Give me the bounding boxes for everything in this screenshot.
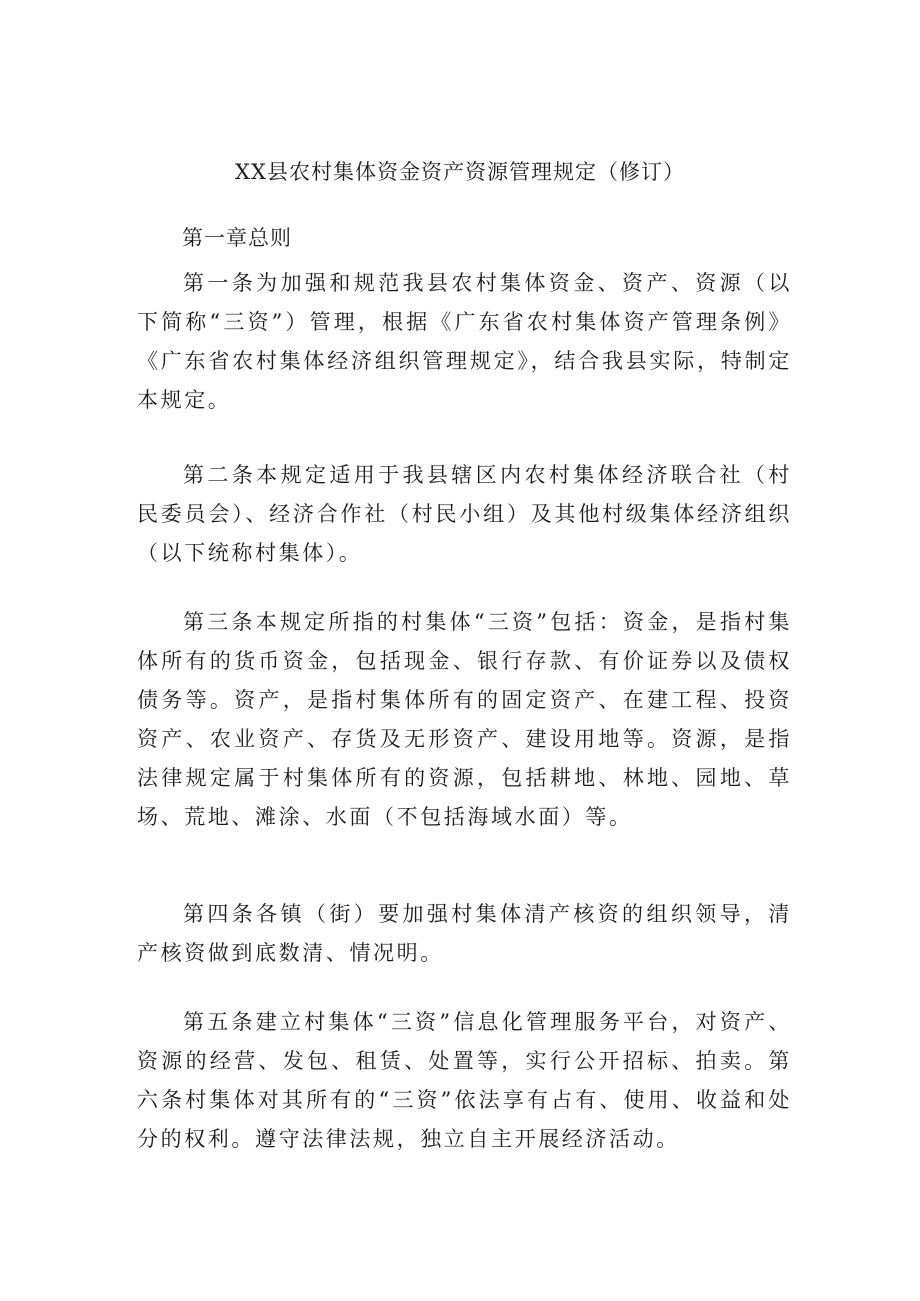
chapter-heading: 第一章总则 [182, 226, 292, 250]
article-paragraph: 第一条为加强和规范我县农村集体资金、资产、资源（以下简称“三资”）管理，根据《广东省农村集体资产管理条例》《广东省农村集体经济组织管理规定》，结合我县实际，特制定本规定。 [137, 271, 792, 412]
document-title: XX县农村集体资金资产资源管理规定（修订） [235, 160, 685, 184]
article-paragraph: 第四条各镇（街）要加强村集体清产核资的组织领导，清产核资做到底数清、情况明。 [137, 902, 792, 965]
article-paragraph: 第三条本规定所指的村集体“三资”包括：资金，是指村集体所有的货币资金，包括现金、银行存款、有价证券以及债权债务等。资产，是指村集体所有的固定资产、在建工程、投资资产、农业资产、存货及无形资产、建设用地等。资源，是指法律规定属于村集体所有的资源，包括耕地、林地、园地、草场、荒地、滩涂、水面（不包括海域水面）等。 [137, 610, 792, 829]
article-paragraph: 第二条本规定适用于我县辖区内农村集体经济联合社（村民委员会）、经济合作社（村民小组）及其他村级集体经济组织（以下统称村集体）。 [137, 463, 792, 565]
article-paragraph: 第五条建立村集体“三资”信息化管理服务平台，对资产、资源的经营、发包、租赁、处置等，实行公开招标、拍卖。第六条村集体对其所有的“三资”依法享有占有、使用、收益和处分的权利。遵守法律法规，独立自主开展经济活动。 [137, 1010, 792, 1151]
